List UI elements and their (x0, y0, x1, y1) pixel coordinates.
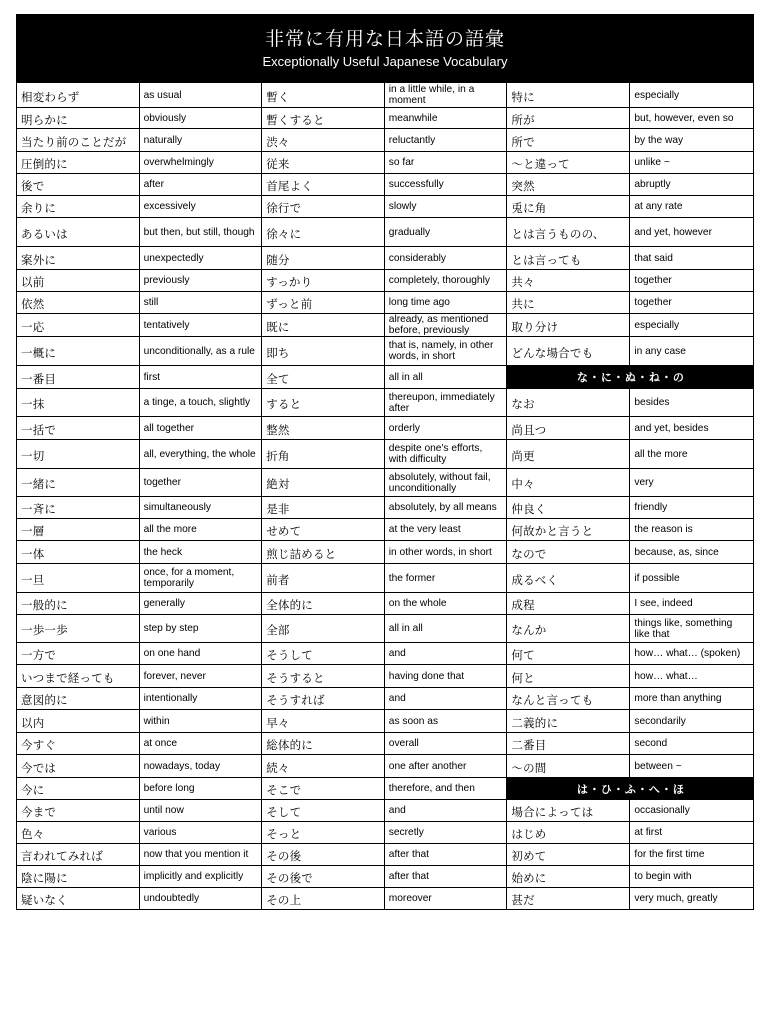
vocab-meaning: simultaneously (140, 496, 262, 518)
vocab-term: そっと (262, 821, 384, 843)
vocab-meaning: in a little while, in a moment (385, 82, 507, 107)
vocab-term: 渋々 (262, 128, 384, 151)
vocab-term: 尚更 (507, 439, 629, 468)
vocab-meaning: and yet, besides (630, 416, 753, 439)
vocab-meaning: unconditionally, as a rule (140, 336, 262, 365)
vocab-term: 従来 (262, 151, 384, 173)
vocab-term: せめて (262, 518, 384, 540)
vocab-meaning: long time ago (385, 291, 507, 313)
vocab-term: 即ち (262, 336, 384, 365)
vocab-meaning: at the very least (385, 518, 507, 540)
vocab-term: その後で (262, 865, 384, 887)
vocab-term: 暫くすると (262, 107, 384, 128)
vocab-term: 一旦 (17, 563, 139, 592)
vocab-term: 一般的に (17, 592, 139, 614)
vocab-meaning: within (140, 709, 262, 732)
vocab-term: 一概に (17, 336, 139, 365)
vocab-meaning: very (630, 468, 753, 496)
vocab-term: 以前 (17, 269, 139, 291)
vocab-term: 一抹 (17, 388, 139, 416)
vocab-term: 煎じ詰めると (262, 540, 384, 563)
vocab-term: 一切 (17, 439, 139, 468)
vocab-term: 以内 (17, 709, 139, 732)
vocab-meaning: very much, greatly (630, 887, 753, 909)
vocab-term: ～と違って (507, 151, 629, 173)
vocab-meaning: the reason is (630, 518, 753, 540)
vocab-meaning: if possible (630, 563, 753, 592)
vocab-term: 徐々に (262, 217, 384, 246)
vocab-meaning: at once (140, 732, 262, 754)
vocab-meaning: that said (630, 246, 753, 269)
vocab-meaning: until now (140, 799, 262, 821)
vocab-term: そうして (262, 642, 384, 664)
group-2-japanese-column (262, 82, 385, 909)
vocab-meaning: unexpectedly (140, 246, 262, 269)
vocab-meaning: on the whole (385, 592, 507, 614)
vocab-meaning: together (630, 269, 753, 291)
vocab-meaning: absolutely, without fail, unconditionally (385, 468, 507, 496)
vocab-term: 尚且つ (507, 416, 629, 439)
vocab-meaning: because, as, since (630, 540, 753, 563)
vocab-meaning: a tinge, a touch, slightly (140, 388, 262, 416)
vocab-term: そうすれば (262, 687, 384, 709)
vocab-term: 当たり前のことだが (17, 128, 139, 151)
vocab-meaning: and (385, 687, 507, 709)
vocab-meaning: successfully (385, 173, 507, 195)
vocab-meaning: I see, indeed (630, 592, 753, 614)
vocab-meaning: together (630, 291, 753, 313)
vocab-term: 折角 (262, 439, 384, 468)
vocab-meaning: all together (140, 416, 262, 439)
vocab-meaning: but, however, even so (630, 107, 753, 128)
vocab-meaning: now that you mention it (140, 843, 262, 865)
vocab-term: 整然 (262, 416, 384, 439)
vocab-meaning: besides (630, 388, 753, 416)
vocab-meaning: the heck (140, 540, 262, 563)
vocab-meaning: but then, but still, though (140, 217, 262, 246)
vocab-term: 後で (17, 173, 139, 195)
group-1-english-column (140, 82, 263, 909)
vocab-term: 成るべく (507, 563, 629, 592)
vocab-meaning: for the first time (630, 843, 753, 865)
vocab-meaning: all in all (385, 614, 507, 642)
vocab-meaning: reluctantly (385, 128, 507, 151)
vocab-meaning: abruptly (630, 173, 753, 195)
vocab-term: はじめ (507, 821, 629, 843)
vocab-term: 明らかに (17, 107, 139, 128)
vocab-meaning: and yet, however (630, 217, 753, 246)
vocab-term: 何故かと言うと (507, 518, 629, 540)
vocab-term: 早々 (262, 709, 384, 732)
vocab-meaning: how… what… (630, 664, 753, 687)
vocab-meaning: one after another (385, 754, 507, 777)
vocab-term: 甚だ (507, 887, 629, 909)
vocab-meaning: all the more (140, 518, 262, 540)
vocab-meaning: to begin with (630, 865, 753, 887)
vocab-term: 暫く (262, 82, 384, 107)
vocab-meaning: already, as mentioned before, previously (385, 313, 507, 336)
vocab-term: 一層 (17, 518, 139, 540)
vocab-term: なので (507, 540, 629, 563)
vocab-term: 突然 (507, 173, 629, 195)
vocab-term: そして (262, 799, 384, 821)
vocab-meaning: between ~ (630, 754, 753, 777)
vocab-term: 疑いなく (17, 887, 139, 909)
vocab-meaning: gradually (385, 217, 507, 246)
vocab-term: 今に (17, 777, 139, 799)
vocab-term: 既に (262, 313, 384, 336)
vocab-meaning: that is, namely, in other words, in short (385, 336, 507, 365)
vocab-meaning: especially (630, 82, 753, 107)
vocab-term: 徐行で (262, 195, 384, 217)
vocab-meaning: together (140, 468, 262, 496)
vocab-meaning: secretly (385, 821, 507, 843)
vocab-meaning: and (385, 799, 507, 821)
vocab-meaning: therefore, and then (385, 777, 507, 799)
vocab-meaning: having done that (385, 664, 507, 687)
vocab-meaning: still (140, 291, 262, 313)
vocab-meaning: meanwhile (385, 107, 507, 128)
header (16, 14, 754, 82)
vocab-meaning: thereupon, immediately after (385, 388, 507, 416)
vocab-meaning: especially (630, 313, 753, 336)
vocab-meaning: considerably (385, 246, 507, 269)
vocab-meaning: all the more (630, 439, 753, 468)
vocab-term: 色々 (17, 821, 139, 843)
vocab-term: なんと言っても (507, 687, 629, 709)
vocab-meaning: the former (385, 563, 507, 592)
vocab-meaning: overwhelmingly (140, 151, 262, 173)
vocab-term: 共々 (507, 269, 629, 291)
vocab-meaning: all, everything, the whole (140, 439, 262, 468)
vocab-meaning: how… what… (spoken) (630, 642, 753, 664)
vocab-meaning: intentionally (140, 687, 262, 709)
vocab-meaning: despite one's efforts, with difficulty (385, 439, 507, 468)
vocab-meaning: by the way (630, 128, 753, 151)
vocab-term: 成程 (507, 592, 629, 614)
vocab-term: 一応 (17, 313, 139, 336)
vocab-term: 案外に (17, 246, 139, 269)
vocab-meaning: implicitly and explicitly (140, 865, 262, 887)
vocab-term: 是非 (262, 496, 384, 518)
vocab-meaning: first (140, 365, 262, 388)
vocab-term: 依然 (17, 291, 139, 313)
vocab-meaning: forever, never (140, 664, 262, 687)
vocab-term: 首尾よく (262, 173, 384, 195)
vocab-meaning: at first (630, 821, 753, 843)
title-english: Exceptionally Useful Japanese Vocabulary (262, 54, 508, 69)
vocab-meaning: slowly (385, 195, 507, 217)
vocab-term: 一括で (17, 416, 139, 439)
vocab-term: どんな場合でも (507, 336, 629, 365)
vocab-term: その上 (262, 887, 384, 909)
vocab-term: 何て (507, 642, 629, 664)
vocab-term: 中々 (507, 468, 629, 496)
vocab-term: 相変わらず (17, 82, 139, 107)
vocab-meaning: generally (140, 592, 262, 614)
vocab-term: なんか (507, 614, 629, 642)
vocab-term: 陰に陽に (17, 865, 139, 887)
vocab-term: 今では (17, 754, 139, 777)
vocab-meaning: unlike ~ (630, 151, 753, 173)
vocab-term: 一番目 (17, 365, 139, 388)
vocab-meaning: moreover (385, 887, 507, 909)
vocab-term: なお (507, 388, 629, 416)
vocab-term: 兎に角 (507, 195, 629, 217)
title-japanese: 非常に有用な日本語の語彙 (264, 28, 505, 50)
vocab-meaning: after that (385, 843, 507, 865)
vocab-term: 絶対 (262, 468, 384, 496)
vocab-meaning: second (630, 732, 753, 754)
vocab-meaning: naturally (140, 128, 262, 151)
vocab-meaning: previously (140, 269, 262, 291)
vocab-term: 仲良く (507, 496, 629, 518)
group-2-english-column (385, 82, 508, 909)
vocabulary-grid (16, 82, 754, 910)
vocab-meaning: all in all (385, 365, 507, 388)
vocab-term: 総体的に (262, 732, 384, 754)
vocabulary-sheet (16, 14, 754, 910)
vocab-term: 今まで (17, 799, 139, 821)
vocab-meaning: more than anything (630, 687, 753, 709)
vocab-term: 全体的に (262, 592, 384, 614)
vocab-meaning: at any rate (630, 195, 753, 217)
vocab-meaning: and (385, 642, 507, 664)
vocab-term: 取り分け (507, 313, 629, 336)
vocab-term: 一緒に (17, 468, 139, 496)
vocab-meaning: nowadays, today (140, 754, 262, 777)
vocab-meaning: after (140, 173, 262, 195)
vocab-term: 初めて (507, 843, 629, 865)
vocab-meaning: tentatively (140, 313, 262, 336)
vocab-term: 始めに (507, 865, 629, 887)
vocab-meaning: various (140, 821, 262, 843)
vocab-term: そこで (262, 777, 384, 799)
vocab-meaning: undoubtedly (140, 887, 262, 909)
vocab-term: とは言うものの、 (507, 217, 629, 246)
vocab-term: その後 (262, 843, 384, 865)
vocab-term: 続々 (262, 754, 384, 777)
vocab-term: 場合によっては (507, 799, 629, 821)
vocab-term: 全て (262, 365, 384, 388)
vocab-term: 圧倒的に (17, 151, 139, 173)
vocab-term: 意図的に (17, 687, 139, 709)
vocab-meaning: overall (385, 732, 507, 754)
vocab-term: 一方で (17, 642, 139, 664)
vocab-term: 所が (507, 107, 629, 128)
vocab-term: 一歩一歩 (17, 614, 139, 642)
vocab-term: あるいは (17, 217, 139, 246)
vocab-term: 一体 (17, 540, 139, 563)
vocab-meaning: after that (385, 865, 507, 887)
vocab-term: 特に (507, 82, 629, 107)
vocab-meaning: obviously (140, 107, 262, 128)
vocab-meaning: as usual (140, 82, 262, 107)
vocab-meaning: occasionally (630, 799, 753, 821)
vocab-meaning: secondarily (630, 709, 753, 732)
vocab-term: 所で (507, 128, 629, 151)
vocab-meaning: excessively (140, 195, 262, 217)
vocab-term: すっかり (262, 269, 384, 291)
vocab-term: 前者 (262, 563, 384, 592)
group-1-japanese-column (17, 82, 140, 909)
vocab-term: 二義的に (507, 709, 629, 732)
vocab-meaning: friendly (630, 496, 753, 518)
vocab-meaning: absolutely, by all means (385, 496, 507, 518)
vocab-meaning: things like, something like that (630, 614, 753, 642)
vocab-term: 今すぐ (17, 732, 139, 754)
vocab-meaning: orderly (385, 416, 507, 439)
vocab-meaning: before long (140, 777, 262, 799)
vocab-term: 余りに (17, 195, 139, 217)
vocab-term: 言われてみれば (17, 843, 139, 865)
vocab-meaning: in any case (630, 336, 753, 365)
vocab-term: 何と (507, 664, 629, 687)
vocab-term: ずっと前 (262, 291, 384, 313)
vocab-meaning: in other words, in short (385, 540, 507, 563)
vocab-meaning: once, for a moment, temporarily (140, 563, 262, 592)
vocab-term: 随分 (262, 246, 384, 269)
vocab-term: すると (262, 388, 384, 416)
vocab-term: 二番目 (507, 732, 629, 754)
vocab-meaning: so far (385, 151, 507, 173)
vocab-term: ～の間 (507, 754, 629, 777)
vocab-meaning: on one hand (140, 642, 262, 664)
vocab-term: そうすると (262, 664, 384, 687)
vocab-term: 共に (507, 291, 629, 313)
vocab-term: とは言っても (507, 246, 629, 269)
vocab-term: 全部 (262, 614, 384, 642)
section-header: な・に・ぬ・ね・の (507, 365, 754, 388)
vocab-meaning: completely, thoroughly (385, 269, 507, 291)
vocab-meaning: step by step (140, 614, 262, 642)
vocab-term: いつまで経っても (17, 664, 139, 687)
vocab-meaning: as soon as (385, 709, 507, 732)
vocab-term: 一斉に (17, 496, 139, 518)
section-header: は・ひ・ふ・へ・ほ (507, 777, 754, 799)
